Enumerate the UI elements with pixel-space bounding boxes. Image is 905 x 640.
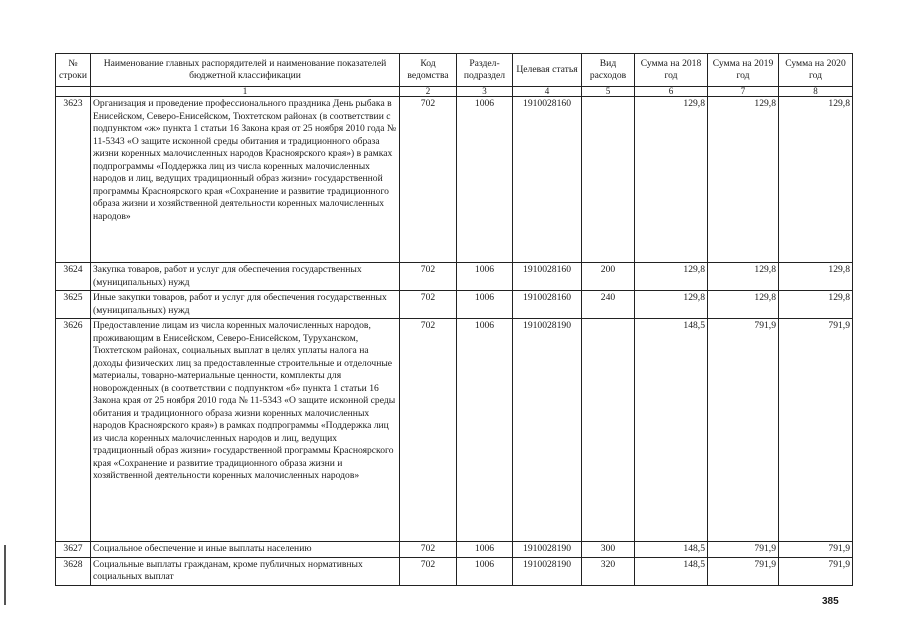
table-row — [56, 557, 853, 585]
row-name: Закупка товаров, работ и услуг для обеспечения государственных (муниципальных) нужд — [91, 263, 400, 291]
sum-2020: 129,8 — [779, 263, 853, 291]
column-number: 6 — [635, 87, 708, 97]
row-number: 3625 — [56, 291, 91, 319]
header-cell: Сумма на 2018 год — [635, 54, 708, 87]
expense-type: 200 — [582, 263, 635, 291]
table-row — [56, 97, 853, 263]
sum-2019: 129,8 — [708, 263, 779, 291]
section-code: 1006 — [457, 319, 513, 542]
table-row — [56, 319, 853, 542]
department-code: 702 — [400, 291, 457, 319]
table-row — [56, 291, 853, 319]
header-cell: Вид расходов — [582, 54, 635, 87]
column-number: 8 — [779, 87, 853, 97]
header-cell: Наименование главных распорядителей и наименование показателей бюджетной классификации — [91, 54, 400, 87]
table-row — [56, 542, 853, 558]
sum-2020: 791,9 — [779, 542, 853, 558]
section-code: 1006 — [457, 542, 513, 558]
row-number: 3626 — [56, 319, 91, 542]
row-name: Предоставление лицам из числа коренных малочисленных народов, проживающим в Енисейском, Северо-Енисейском, Туруханском, Тюхтетском районах, социальных выплат в целях уплаты налога на доходы физических лиц за предоставленные строительные и отделочные материалы, товарно-материальные ценности, комплекты для новорожденных (в соответствии с подпунктом «б» пункта 1 статьи 16 Закона края от 25 ноября 2010 года № 11-5343 «О защите исконной среды обитания и традиционного образа жизни коренных малочисленных народов Красноярского края») в рамках подпрограммы «Поддержка лиц из числа коренных малочисленных народов и лиц, ведущих традиционный образ жизни» государственной программы Красноярского края «Сохранение и развитие традиционного образа жизни и хозяйственной деятельности коренных малочисленных народов» — [91, 319, 400, 542]
section-code: 1006 — [457, 263, 513, 291]
department-code: 702 — [400, 557, 457, 585]
scan-edge-mark — [4, 545, 6, 605]
sum-2019: 791,9 — [708, 542, 779, 558]
page-number: 385 — [822, 596, 839, 607]
column-number — [56, 87, 91, 97]
column-number: 3 — [457, 87, 513, 97]
target-article: 1910028160 — [513, 291, 582, 319]
department-code: 702 — [400, 97, 457, 263]
header-cell: Код ведомства — [400, 54, 457, 87]
column-number: 1 — [91, 87, 400, 97]
sum-2020: 791,9 — [779, 319, 853, 542]
sum-2018: 148,5 — [635, 542, 708, 558]
column-number: 5 — [582, 87, 635, 97]
sum-2018: 129,8 — [635, 97, 708, 263]
row-number: 3628 — [56, 557, 91, 585]
sum-2018: 148,5 — [635, 319, 708, 542]
header-cell: Сумма на 2020 год — [779, 54, 853, 87]
sum-2020: 129,8 — [779, 291, 853, 319]
row-name: Социальное обеспечение и иные выплаты населению — [91, 542, 400, 558]
header-cell: № строки — [56, 54, 91, 87]
section-code: 1006 — [457, 557, 513, 585]
column-number-row — [56, 87, 853, 97]
sum-2019: 129,8 — [708, 291, 779, 319]
section-code: 1006 — [457, 97, 513, 263]
sum-2018: 129,8 — [635, 291, 708, 319]
sum-2020: 129,8 — [779, 97, 853, 263]
department-code: 702 — [400, 319, 457, 542]
sum-2019: 129,8 — [708, 97, 779, 263]
row-number: 3624 — [56, 263, 91, 291]
department-code: 702 — [400, 542, 457, 558]
department-code: 702 — [400, 263, 457, 291]
section-code: 1006 — [457, 291, 513, 319]
target-article: 1910028160 — [513, 97, 582, 263]
sum-2019: 791,9 — [708, 319, 779, 542]
column-number: 7 — [708, 87, 779, 97]
expense-type: 300 — [582, 542, 635, 558]
table-row — [56, 263, 853, 291]
header-cell: Целевая статья — [513, 54, 582, 87]
target-article: 1910028160 — [513, 263, 582, 291]
target-article: 1910028190 — [513, 542, 582, 558]
sum-2018: 129,8 — [635, 263, 708, 291]
expense-type: 320 — [582, 557, 635, 585]
header-row — [56, 54, 853, 87]
column-number: 2 — [400, 87, 457, 97]
header-cell: Раздел-подраздел — [457, 54, 513, 87]
expense-type: 240 — [582, 291, 635, 319]
sum-2019: 791,9 — [708, 557, 779, 585]
row-name: Иные закупки товаров, работ и услуг для обеспечения государственных (муниципальных) нужд — [91, 291, 400, 319]
header-cell: Сумма на 2019 год — [708, 54, 779, 87]
budget-table — [55, 53, 853, 586]
row-name: Социальные выплаты гражданам, кроме публичных нормативных социальных выплат — [91, 557, 400, 585]
row-number: 3623 — [56, 97, 91, 263]
row-name: Организация и проведение профессионального праздника День рыбака в Енисейском, Северо-Енисейском, Тюхтетском районах (в соответствии с подпунктом «ж» пункта 1 статьи 16 Закона края от 25 ноября 2010 года № 11-5343 «О защите исконной среды обитания и традиционного образа жизни коренных малочисленных народов Красноярского края») в рамках подпрограммы «Поддержка лиц из числа коренных малочисленных народов и лиц, ведущих традиционный образ жизни» государственной программы Красноярского края «Сохранение и развитие традиционного образа жизни и хозяйственной деятельности коренных малочисленных народов» — [91, 97, 400, 263]
column-number: 4 — [513, 87, 582, 97]
target-article: 1910028190 — [513, 557, 582, 585]
sum-2018: 148,5 — [635, 557, 708, 585]
expense-type — [582, 319, 635, 542]
row-number: 3627 — [56, 542, 91, 558]
target-article: 1910028190 — [513, 319, 582, 542]
expense-type — [582, 97, 635, 263]
sum-2020: 791,9 — [779, 557, 853, 585]
